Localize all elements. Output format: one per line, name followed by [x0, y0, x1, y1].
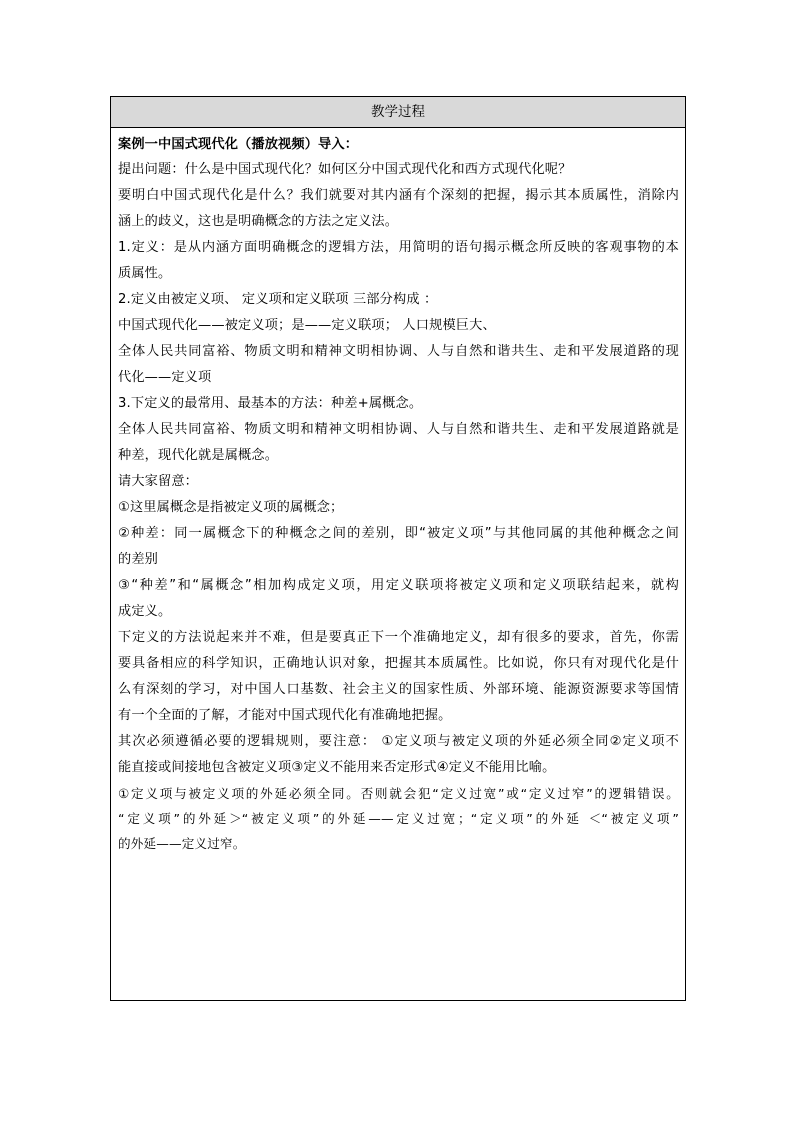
table-content [111, 128, 685, 856]
text-line: 能直接或间接地包含被定义项③定义不能用来否定形式④定义不能用比喻。 [118, 760, 556, 775]
text-line: ①定义项与被定义项的外延必须全同。否则就会犯“定义过宽”或“定义过窄”的逻辑错误。 [118, 786, 679, 801]
text-line: 其次必须遵循必要的逻辑规则，要注意： ①定义项与被定义项的外延必须全同②定义项不 [118, 734, 679, 749]
text-line: 种差，现代化就是属概念。 [118, 448, 279, 463]
text-line: 中国式现代化——被定义项；是——定义联项； 人口规模巨大、 [118, 318, 496, 333]
text-line: 有一个全面的了解，才能对中国式现代化有准确地把握。 [118, 708, 452, 723]
text-line: 全体人民共同富裕、物质文明和精神文明相协调、人与自然和谐共生、走和平发展道路就是 [118, 422, 679, 437]
text-line: 1.定义：是从内涵方面明确概念的逻辑方法，用简明的语句揭示概念所反映的客观事物的本 [118, 240, 679, 255]
text-line: 提出问题：什么是中国式现代化？如何区分中国式现代化和西方式现代化呢？ [118, 162, 572, 177]
text-line: 质属性。 [118, 266, 172, 281]
text-line: 全体人民共同富裕、物质文明和精神文明相协调、人与自然和谐共生、走和平发展道路的现 [118, 344, 679, 359]
text-line: 成定义。 [118, 604, 172, 619]
text-line: 的差别 [118, 552, 159, 567]
text-line: ②种差：同一属概念下的种概念之间的差别，即“被定义项”与其他同属的其他种概念之间 [118, 526, 679, 541]
table-header: 教学过程 [111, 97, 685, 128]
text-line: 代化——定义项 [118, 370, 212, 385]
text-line: 么有深刻的学习，对中国人口基数、社会主义的国家性质、外部环境、能源资源要求等国情 [118, 682, 679, 697]
text-line: 3.下定义的最常用、最基本的方法：种差+属概念。 [118, 396, 423, 411]
text-line: 2.定义由被定义项、 定义项和定义联项 三部分构成 ： [118, 292, 438, 307]
text-line: “定义项”的外延＞“被定义项”的外延——定义过宽；“定义项”的外延 ＜“被定义项” [118, 811, 679, 826]
text-line: ③“种差”和“属概念”相加构成定义项，用定义联项将被定义项和定义项联结起来，就构 [118, 578, 679, 593]
lesson-table [110, 96, 686, 1001]
text-line: 请大家留意： [118, 474, 199, 489]
text-line: 下定义的方法说起来并不难，但是要真正下一个准确地定义，却有很多的要求，首先，你需 [118, 630, 679, 645]
text-line: 涵上的歧义，这也是明确概念的方法之定义法。 [118, 214, 399, 229]
text-line: ①这里属概念是指被定义项的属概念； [118, 500, 344, 515]
text-line: 要明白中国式现代化是什么？我们就要对其内涵有个深刻的把握，揭示其本质属性，消除内 [118, 188, 679, 203]
text-line: 的外延——定义过窄。 [118, 836, 246, 851]
case-title: 案例一中国式现代化（播放视频）导入： [118, 137, 359, 152]
text-line: 要具备相应的科学知识，正确地认识对象，把握其本质属性。比如说，你只有对现代化是什 [118, 656, 679, 671]
